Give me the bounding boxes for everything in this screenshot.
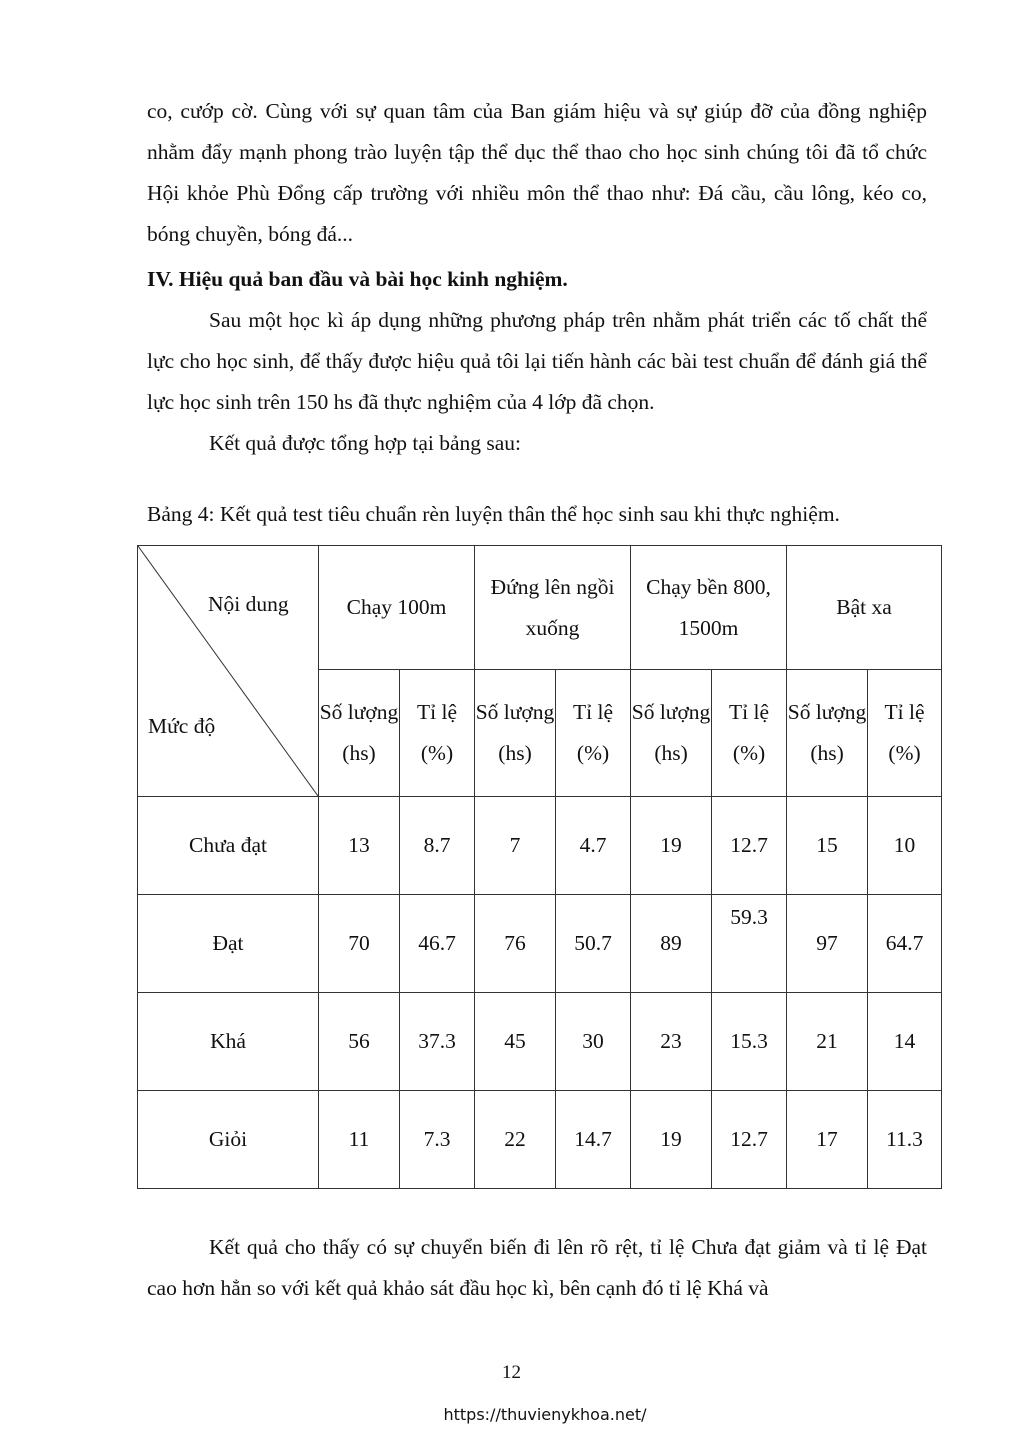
table-cell: 22 xyxy=(475,1091,556,1189)
table-cell: 89 xyxy=(631,895,712,993)
table-cell: 76 xyxy=(475,895,556,993)
row-label: Giỏi xyxy=(138,1091,319,1189)
table-cell: 23 xyxy=(631,993,712,1091)
table-cell: 21 xyxy=(787,993,868,1091)
table-row xyxy=(138,993,942,1091)
table-cell: 11 xyxy=(319,1091,400,1189)
subheader-percent: Tỉ lệ (%) xyxy=(712,670,787,797)
table-cell: 7.3 xyxy=(400,1091,475,1189)
table-cell: 17 xyxy=(787,1091,868,1189)
table-cell: 45 xyxy=(475,993,556,1091)
table-cell: 15 xyxy=(787,797,868,895)
table-cell: 70 xyxy=(319,895,400,993)
table-cell: 4.7 xyxy=(556,797,631,895)
paragraph-conclusion: Kết quả cho thấy có sự chuyển biến đi lên rõ rệt, tỉ lệ Chưa đạt giảm và tỉ lệ Đạt cao hơn hẳn so với kết quả khảo sát đầu học kì, bên cạnh đó tỉ lệ Khá và xyxy=(147,1235,927,1300)
table-cell: 37.3 xyxy=(400,993,475,1091)
table-cell: 19 xyxy=(631,1091,712,1189)
table-cell: 19 xyxy=(631,797,712,895)
table-cell: 10 xyxy=(868,797,942,895)
corner-label-level: Mức độ xyxy=(148,714,216,738)
page-number: 12 xyxy=(502,1362,521,1383)
paragraph-intro: co, cướp cờ. Cùng với sự quan tâm của Ban giám hiệu và sự giúp đỡ của đồng nghiệp nhằm đẩy mạnh phong trào luyện tập thể dục thể thao cho học sinh chúng tôi đã tổ chức Hội khỏe Phù Đổng cấp trường với nhiều môn thể thao như: Đá cầu, cầu lông, kéo co, bóng chuyền, bóng đá... xyxy=(147,99,927,246)
group-header-endurance-run: Chạy bền 800, 1500m xyxy=(631,546,787,670)
table-cell: 56 xyxy=(319,993,400,1091)
paragraph-method: Sau một học kì áp dụng những phương pháp trên nhằm phát triển các tố chất thể lực cho học sinh, để thấy được hiệu quả tôi lại tiến hành các bài test chuẩn để đánh giá thể lực học sinh trên 150 hs đã thực nghiệm của 4 lớp đã chọn. xyxy=(147,308,927,414)
group-header-squat: Đứng lên ngồi xuống xyxy=(475,546,631,670)
section-heading: IV. Hiệu quả ban đầu và bài học kinh nghiệm. xyxy=(147,267,568,291)
table-cell: 12.7 xyxy=(712,797,787,895)
table-cell: 14.7 xyxy=(556,1091,631,1189)
row-label: Đạt xyxy=(138,895,319,993)
table-cell: 13 xyxy=(319,797,400,895)
table-caption: Bảng 4: Kết quả test tiêu chuẩn rèn luyện thân thể học sinh sau khi thực nghiệm. xyxy=(147,502,840,526)
footer-url: https://thuvienykhoa.net/ xyxy=(443,1405,647,1424)
results-table xyxy=(137,545,942,1189)
table-cell: 50.7 xyxy=(556,895,631,993)
table-cell: 30 xyxy=(556,993,631,1091)
table-cell: 11.3 xyxy=(868,1091,942,1189)
table-cell: 14 xyxy=(868,993,942,1091)
table-row xyxy=(138,895,942,993)
table-row xyxy=(138,1091,942,1189)
table-cell: 64.7 xyxy=(868,895,942,993)
table-cell: 7 xyxy=(475,797,556,895)
subheader-count: Số lượng (hs) xyxy=(787,670,868,797)
subheader-percent: Tỉ lệ (%) xyxy=(556,670,631,797)
table-cell: 97 xyxy=(787,895,868,993)
table-cell: 46.7 xyxy=(400,895,475,993)
table-corner-cell xyxy=(138,546,319,797)
subheader-percent: Tỉ lệ (%) xyxy=(400,670,475,797)
subheader-count: Số lượng (hs) xyxy=(475,670,556,797)
table-cell: 59.3 xyxy=(712,895,787,993)
subheader-count: Số lượng (hs) xyxy=(319,670,400,797)
paragraph-summary-lead: Kết quả được tổng hợp tại bảng sau: xyxy=(209,431,522,455)
subheader-percent: Tỉ lệ (%) xyxy=(868,670,942,797)
group-header-long-jump: Bật xa xyxy=(787,546,942,670)
subheader-count: Số lượng (hs) xyxy=(631,670,712,797)
table-row xyxy=(138,797,942,895)
row-label: Khá xyxy=(138,993,319,1091)
row-label: Chưa đạt xyxy=(138,797,319,895)
group-header-run-100m: Chạy 100m xyxy=(319,546,475,670)
table-cell: 8.7 xyxy=(400,797,475,895)
table-cell: 15.3 xyxy=(712,993,787,1091)
corner-label-content: Nội dung xyxy=(208,592,289,616)
table-cell: 12.7 xyxy=(712,1091,787,1189)
